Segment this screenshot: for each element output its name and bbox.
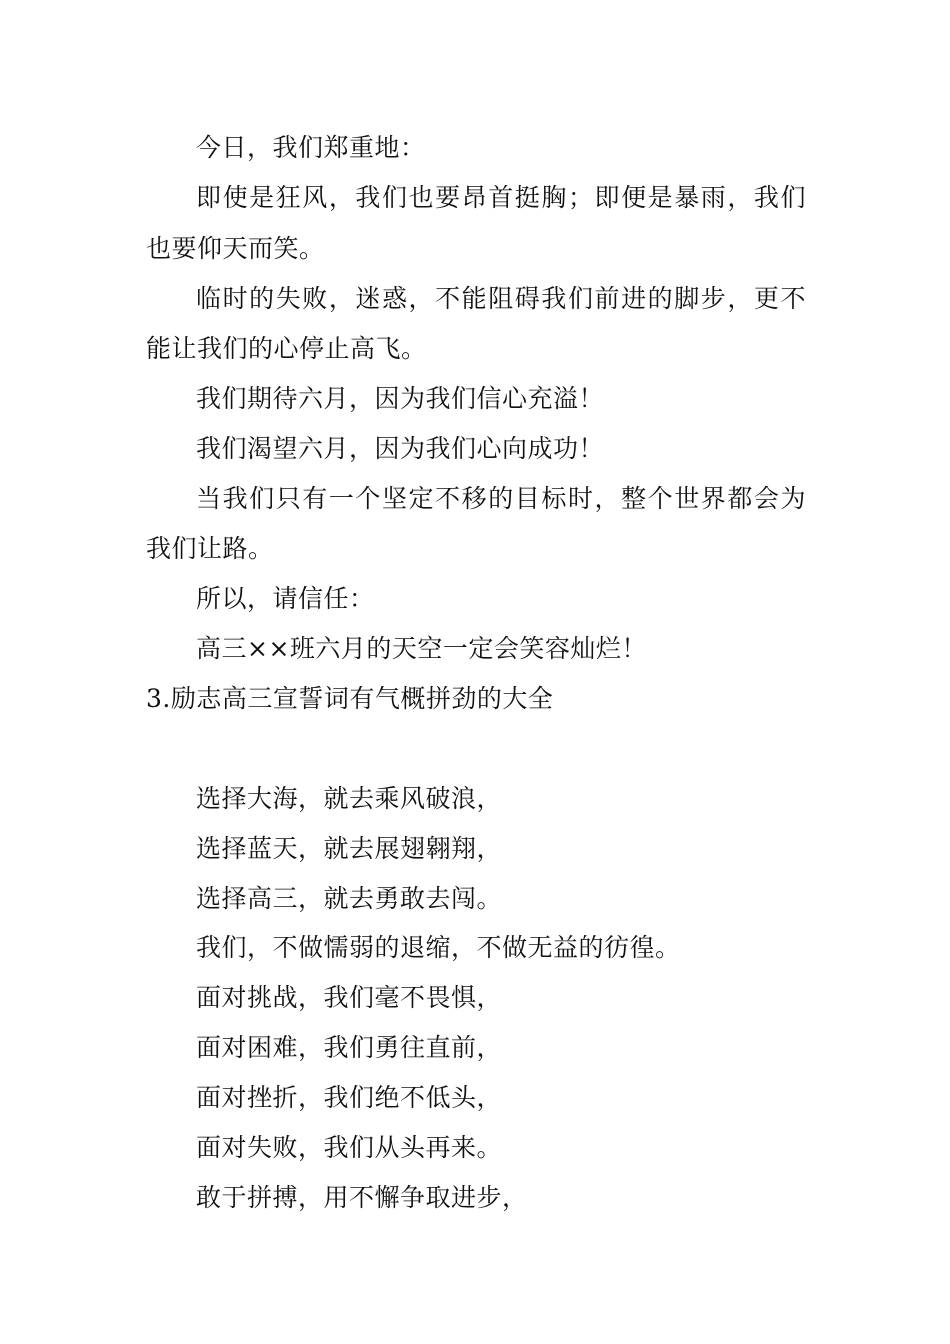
section-heading: 3.励志高三宣誓词有气概拼劲的大全	[146, 684, 554, 713]
paragraph-line: 选择高三，就去勇敢去闯。	[196, 884, 503, 913]
paragraph-line: 也要仰天而笑。	[146, 234, 325, 263]
paragraph-line: 临时的失败，迷惑，不能阻碍我们前进的脚步，更不	[196, 284, 806, 313]
paragraph-line: 高三××班六月的天空一定会笑容灿烂！	[196, 634, 647, 663]
paragraph-line: 敢于拼搏，用不懈争取进步，	[196, 1183, 528, 1212]
paragraph-line: 所以，请信任：	[196, 584, 375, 613]
paragraph-line: 即使是狂风，我们也要昂首挺胸；即便是暴雨，我们	[196, 183, 806, 212]
paragraph-line: 选择蓝天，就去展翅翱翔，	[196, 834, 503, 863]
paragraph-line: 我们，不做懦弱的退缩，不做无益的彷徨。	[196, 933, 681, 962]
paragraph-line: 当我们只有一个坚定不移的目标时，整个世界都会为	[196, 484, 806, 513]
paragraph-line: 面对挑战，我们毫不畏惧，	[196, 983, 503, 1012]
paragraph-line: 我们渴望六月，因为我们心向成功！	[196, 434, 605, 463]
paragraph-line: 我们期待六月，因为我们信心充溢！	[196, 384, 605, 413]
paragraph-line: 面对困难，我们勇往直前，	[196, 1033, 503, 1062]
paragraph-line: 选择大海，就去乘风破浪，	[196, 784, 503, 813]
paragraph-line: 今日，我们郑重地：	[196, 133, 426, 162]
paragraph-line: 面对挫折，我们绝不低头，	[196, 1083, 503, 1112]
paragraph-line: 面对失败，我们从头再来。	[196, 1133, 503, 1162]
paragraph-line: 能让我们的心停止高飞。	[146, 334, 427, 363]
paragraph-line: 我们让路。	[146, 534, 274, 563]
